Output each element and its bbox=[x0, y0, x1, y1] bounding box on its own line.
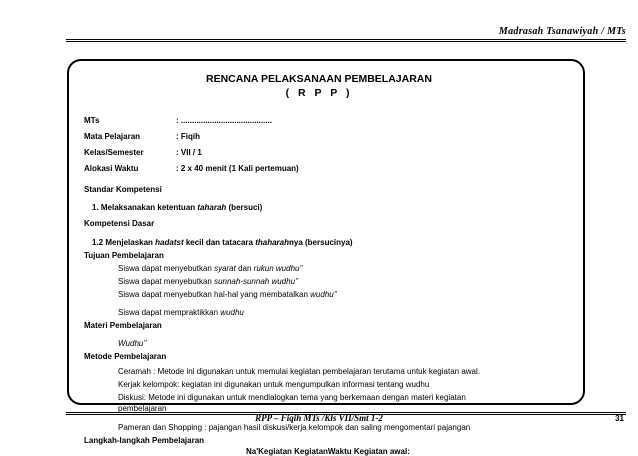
identity-label-mts: MTs bbox=[84, 116, 100, 125]
header-rule bbox=[66, 39, 626, 40]
metode-heading: Metode Pembelajaran bbox=[84, 352, 167, 361]
langkah-table-header-cut: Na'Kegiatan KegiatanWaktu Kegiatan awal: bbox=[246, 447, 410, 456]
metode-item-3: Diskusi: Metode ini digunakan untuk mendialogkan tema yang berkemaan dengan materi kegiatan bbox=[118, 393, 466, 402]
langkah-heading: Langkah-langkah Pembelajaran bbox=[84, 436, 205, 445]
tujuan-item-3: Siswa dapat menyebutkan hal-hal yang membatalkan wudhu’’ bbox=[118, 290, 337, 299]
metode-item-4: Pameran dan Shopping : pajangan hasil diskusi/kerja kelompok dan saling mengomentari pajangan bbox=[118, 423, 471, 432]
identity-label-time: Alokasi Waktu bbox=[84, 164, 139, 173]
tujuan-item-4: Siswa dapat mempraktikkan wudhu bbox=[118, 308, 244, 317]
materi-item: Wudhu’’ bbox=[118, 339, 147, 348]
materi-heading: Materi Pembelajaran bbox=[84, 321, 162, 330]
tujuan-item-2: Siswa dapat menyebutkan sunnah-sunnah wudhu’’ bbox=[118, 277, 299, 286]
metode-item-1: Ceramah : Metode ini digunakan untuk memulai kegiatan pembelajaran terutama untuk kegiatan awal. bbox=[118, 367, 480, 376]
sk-heading: Standar Kompetensi bbox=[84, 185, 162, 194]
page-number: 31 bbox=[615, 414, 624, 423]
identity-label-subject: Mata Pelajaran bbox=[84, 132, 141, 141]
running-footer: RPP – Fiqih MTs /Kls VII/Smt 1-2 bbox=[255, 413, 383, 423]
document-title: RENCANA PELAKSANAAN PEMBELAJARAN bbox=[206, 73, 432, 85]
tujuan-heading: Tujuan Pembelajaran bbox=[84, 251, 164, 260]
identity-value-time: : 2 x 40 menit (1 Kali pertemuan) bbox=[176, 164, 299, 173]
identity-value-subject: : Fiqih bbox=[176, 132, 200, 141]
tujuan-item-1: Siswa dapat menyebutkan syarat dan rukun wudhu’’ bbox=[118, 264, 303, 273]
sk-item: 1. Melaksanakan ketentuan taharah (bersuci) bbox=[92, 203, 263, 212]
header-rule-2 bbox=[66, 41, 626, 42]
kd-item: 1.2 Menjelaskan hadatst kecil dan tatacara thaharahnya (bersucinya) bbox=[92, 238, 353, 247]
metode-item-2: Kerjak kelompok: kegiatan ini digunakan untuk mengumpulkan informasi tentang wudhu bbox=[118, 380, 430, 389]
document-subtitle: ( R P P ) bbox=[285, 87, 353, 99]
kd-heading: Kompetensi Dasar bbox=[84, 219, 155, 228]
running-header: Madrasah Tsanawiyah / MTs bbox=[498, 26, 626, 37]
identity-value-class: : VII / 1 bbox=[176, 148, 202, 157]
identity-label-class: Kelas/Semester bbox=[84, 148, 144, 157]
metode-item-3-cont: pembelajaran bbox=[118, 404, 167, 413]
identity-value-mts: : ......................................... bbox=[176, 116, 273, 125]
